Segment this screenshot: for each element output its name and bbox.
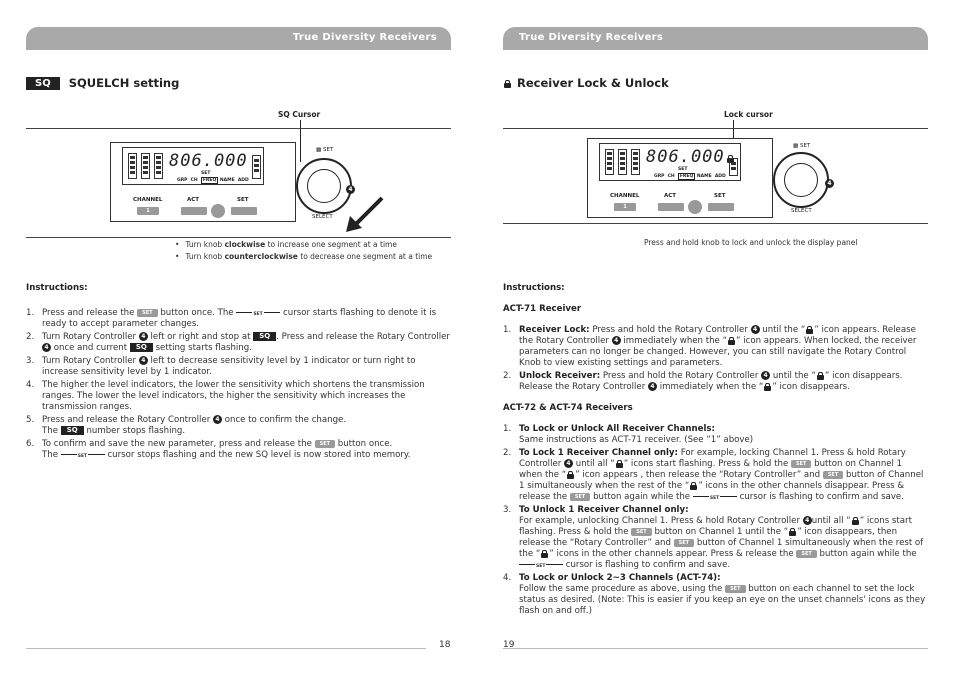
lock-cursor-label: Lock cursor: [724, 110, 773, 119]
instructions-heading: Instructions:: [503, 283, 565, 293]
section-title-text: SQUELCH setting: [68, 76, 180, 90]
act-label: ACT: [187, 197, 200, 203]
lock-caption: Press and hold knob to lock and unlock the display panel: [644, 238, 858, 247]
lcd-set-indicator: SET: [678, 167, 688, 172]
sq-meter: [729, 158, 738, 176]
battery-meter: [154, 153, 163, 179]
af-meter: [618, 149, 627, 175]
lock-icon: [504, 80, 511, 88]
rf-meter: [605, 149, 614, 175]
page-number: 18: [439, 640, 451, 650]
step-1: 1. Press and release the SET button once. The SET cursor starts flashing to denote it is ready to accept parameter changes.: [26, 308, 437, 329]
battery-meter: [631, 149, 640, 175]
receiver-unlock-step: 2. Unlock Receiver: Press and hold the Rotary Controller 4 until the “ ” icon disappears. Release the Rotary Controller 4 immediately when the “ ” icon disappears.: [503, 371, 903, 392]
page-right: [477, 0, 954, 675]
page-number: 19: [503, 640, 515, 650]
knob-select-label: SELECT: [791, 208, 812, 214]
sq-meter: [252, 155, 261, 179]
section-title: [26, 76, 179, 90]
diagram-top-line: [503, 128, 928, 129]
front-panel: [110, 142, 296, 222]
footer-rule: [503, 648, 928, 649]
unlock-one-step: 3. To Unlock 1 Receiver Channel only: For example, unlocking Channel 1. Press & hold Rotary Controller 4 until all “ ” icons start flashing. Press & hold the SET button on Channel 1 until the “ ” icon disappears, then release the “Rotary Controller” and SET button of Channel 1 simultaneously when the rest of the “ ” icons in the other channels appear. Press & release the SET button again while the SET cursor is flashing to confirm and save.: [503, 505, 924, 570]
set-button[interactable]: [708, 203, 734, 211]
act-button[interactable]: [181, 207, 207, 215]
header-title: True Diversity Receivers: [519, 32, 664, 43]
power-knob[interactable]: [688, 200, 702, 214]
set-label: SET: [714, 193, 726, 199]
receiver-lock-step: 1. Receiver Lock: Press and hold the Rotary Controller 4 until the “ ” icon appears. Release the Rotary Controller 4 immediately when the “ ” icon appears. When locked, the receiver parameters can no longer be changed. However, you can still navigate the Rotary Control Knob to view existing settings and parameters.: [503, 325, 917, 368]
rotary-controller[interactable]: [296, 158, 352, 214]
section-title: [503, 76, 669, 90]
footer-rule: [26, 648, 426, 649]
rf-meter: [128, 153, 137, 179]
frequency-display: 806.000: [646, 147, 725, 167]
diagram-top-line: [26, 128, 451, 129]
frequency-display: 806.000: [169, 151, 248, 171]
channel-button[interactable]: 1: [137, 207, 159, 215]
sq-cursor-label: SQ Cursor: [278, 110, 321, 119]
step-5: 5. Press and release the Rotary Controller 4 once to confirm the change. The SQ number stops flashing.: [26, 415, 347, 436]
step-6: 6. To confirm and save the new parameter, press and release the SET button once. The SET cursor stops flashing and the new SQ level is now stored into memory.: [26, 439, 411, 460]
set-label: SET: [237, 197, 249, 203]
instructions-heading: Instructions:: [26, 283, 88, 293]
act-label: ACT: [664, 193, 677, 199]
lock-multi-step: 4. To Lock or Unlock 2~3 Channels (ACT-74): Follow the same procedure as above, using the SET button on each channel to set the lock status as desired. (Note: This is easier if you keep an eye on the unset channels' icons as they flash on and off.): [503, 573, 926, 616]
knob-number-4: 4: [825, 173, 834, 192]
lcd-display: [122, 147, 264, 185]
act71-heading: ACT-71 Receiver: [503, 304, 582, 314]
header-bar: [503, 27, 928, 50]
act72-heading: ACT-72 & ACT-74 Receivers: [503, 403, 633, 413]
act-button[interactable]: [658, 203, 684, 211]
diagram-bottom-line: [26, 237, 451, 238]
note-item: • Turn knob counterclockwise to decrease one segment at a time: [175, 251, 432, 263]
arrow-icon: [346, 192, 386, 232]
sq-badge: SQ: [26, 77, 60, 90]
knob-select-label: SELECT: [312, 214, 333, 220]
instructions: [503, 283, 927, 619]
diagram-bottom-line: [503, 223, 928, 224]
knob-set-label: ▩ SET: [316, 147, 334, 153]
knob-number-4: 4: [346, 179, 355, 198]
channel-label: CHANNEL: [610, 193, 640, 199]
front-panel: [587, 138, 773, 218]
rotary-controller[interactable]: [773, 152, 829, 208]
note-item: • Turn knob clockwise to increase one segment at a time: [175, 239, 432, 251]
lcd-menu-row: GRP CH FREQ NAME ADD: [654, 174, 726, 179]
header-title: True Diversity Receivers: [292, 32, 437, 43]
step-2: 2. Turn Rotary Controller 4 left or right and stop at SQ . Press and release the Rotary Controller 4 once and current SQ setting starts flashing.: [26, 332, 450, 353]
channel-label: CHANNEL: [133, 197, 163, 203]
channel-button[interactable]: 1: [614, 203, 636, 211]
section-title-text: Receiver Lock & Unlock: [517, 76, 669, 90]
step-4: 4. The higher the level indicators, the lower the sensitivity which shortens the transmission ranges. The lower the level indicators, the higher the sensitivity which increases the transmission ranges.: [26, 380, 425, 412]
instructions: [26, 283, 450, 463]
set-button[interactable]: [231, 207, 257, 215]
lcd-display: [599, 143, 741, 181]
lock-all-step: 1. To Lock or Unlock All Receiver Channels: Same instructions as ACT-71 receiver. (See “1” above): [503, 424, 754, 445]
lcd-set-indicator: SET: [201, 171, 211, 176]
lock-one-step: 2. To Lock 1 Receiver Channel only: For example, locking Channel 1. Press & hold Rotary Controller 4 until all “ ” icons start flashing. Press & hold the SET button on Channel 1 when the “ ” icon appears , then release the “Rotary Controller” and SET button of Channel 1 simultaneously when the rest of the “ ” icons in the other channels disappear. Press & release the SET button again while the SET cursor is flashing to confirm and save.: [503, 448, 924, 502]
lcd-menu-row: GRP CH FREQ NAME ADD: [177, 178, 249, 183]
power-knob[interactable]: [211, 204, 225, 218]
knob-set-label: ▩ SET: [793, 143, 811, 149]
af-meter: [141, 153, 150, 179]
knob-notes: [175, 239, 432, 263]
step-3: 3. Turn Rotary Controller 4 left to decrease sensitivity level by 1 indicator or turn right to increase sensitivity level by 1 indicator.: [26, 356, 416, 377]
header-bar: [26, 27, 451, 50]
